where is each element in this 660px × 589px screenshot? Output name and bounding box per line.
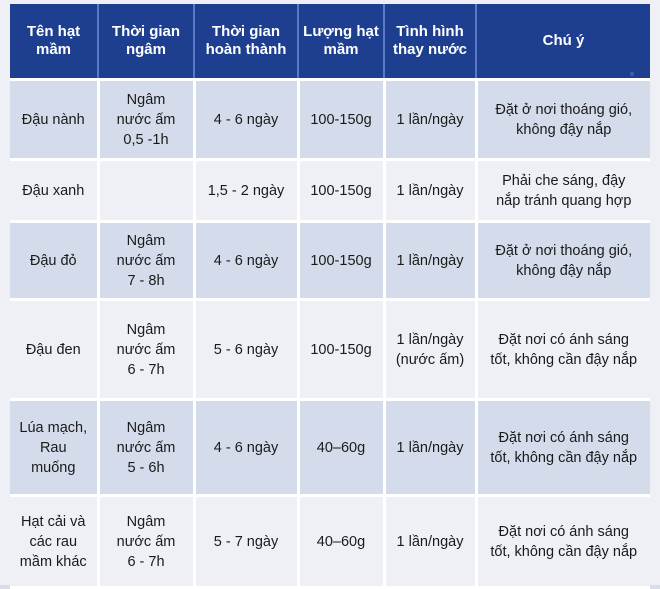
cell-water-change: 1 lần/ngày — [384, 160, 476, 222]
cell-seed-name: Hạt cải và các rau mầm khác — [10, 496, 98, 588]
cell-finish-time: 4 - 6 ngày — [194, 400, 298, 496]
cell-finish-time: 4 - 6 ngày — [194, 222, 298, 300]
cell-soak-time: Ngâm nước ấm 5 - 6h — [98, 400, 194, 496]
cell-seed-name: Đậu nành — [10, 80, 98, 160]
table-row — [10, 80, 650, 160]
cell-note: Đặt nơi có ánh sáng tốt, không cần đậy nắp — [476, 400, 650, 496]
table-row — [10, 496, 650, 588]
cell-note: Đặt nơi có ánh sáng tốt, không cần đậy nắp — [476, 300, 650, 400]
cell-soak-time: Ngâm nước ấm 6 - 7h — [98, 496, 194, 588]
cell-soak-time: Ngâm nước ấm 6 - 7h — [98, 300, 194, 400]
cell-seed-name: Đậu xanh — [10, 160, 98, 222]
cell-water-change: 1 lần/ngày — [384, 222, 476, 300]
cell-seed-amount: 40–60g — [298, 496, 384, 588]
table-row — [10, 222, 650, 300]
cell-soak-time — [98, 160, 194, 222]
cell-seed-name: Đậu đen — [10, 300, 98, 400]
cell-seed-amount: 100-150g — [298, 222, 384, 300]
cell-soak-time: Ngâm nước ấm 0,5 -1h — [98, 80, 194, 160]
table-row — [10, 160, 650, 222]
cell-soak-time: Ngâm nước ấm 7 - 8h — [98, 222, 194, 300]
cell-finish-time: 1,5 - 2 ngày — [194, 160, 298, 222]
header-seed-name: Tên hạt mầm — [10, 4, 98, 80]
header-seed-amount: Lượng hạt mầm — [298, 4, 384, 80]
cell-note: Đặt ở nơi thoáng gió, không đậy nắp — [476, 222, 650, 300]
table-row — [10, 300, 650, 400]
cell-water-change: 1 lần/ngày (nước ấm) — [384, 300, 476, 400]
cell-water-change: 1 lần/ngày — [384, 496, 476, 588]
table-header-row — [10, 4, 650, 80]
cell-seed-amount: 40–60g — [298, 400, 384, 496]
cell-finish-time: 5 - 6 ngày — [194, 300, 298, 400]
cell-water-change: 1 lần/ngày — [384, 400, 476, 496]
cell-finish-time: 5 - 7 ngày — [194, 496, 298, 588]
header-soak-time: Thời gian ngâm — [98, 4, 194, 80]
seed-sprouting-table — [10, 4, 650, 589]
cell-note: Đặt ở nơi thoáng gió, không đậy nắp — [476, 80, 650, 160]
cell-seed-amount: 100-150g — [298, 300, 384, 400]
header-finish-time: Thời gian hoàn thành — [194, 4, 298, 80]
cell-seed-name: Đậu đỏ — [10, 222, 98, 300]
decorative-dot — [630, 72, 634, 76]
cell-seed-amount: 100-150g — [298, 160, 384, 222]
header-note: Chú ý — [476, 4, 650, 80]
cell-note: Đặt nơi có ánh sáng tốt, không cần đậy nắp — [476, 496, 650, 588]
header-water-change: Tình hình thay nước — [384, 4, 476, 80]
table-row — [10, 400, 650, 496]
cell-note: Phải che sáng, đậy nắp tránh quang hợp — [476, 160, 650, 222]
cell-finish-time: 4 - 6 ngày — [194, 80, 298, 160]
cell-seed-amount: 100-150g — [298, 80, 384, 160]
cell-seed-name: Lúa mạch, Rau muống — [10, 400, 98, 496]
cell-water-change: 1 lần/ngày — [384, 80, 476, 160]
